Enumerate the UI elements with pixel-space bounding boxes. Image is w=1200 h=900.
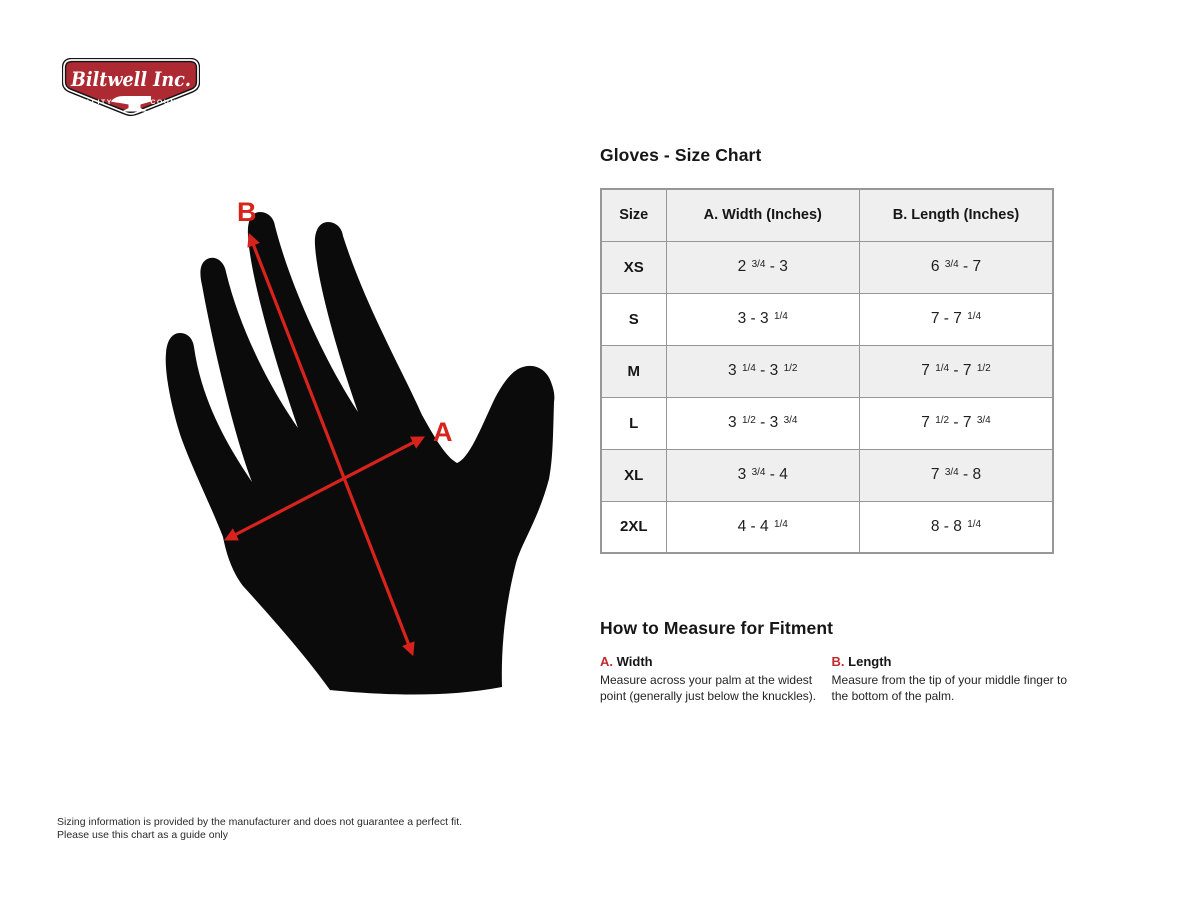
table-row (601, 345, 1053, 397)
logo-brand-text: Biltwell Inc. (70, 67, 191, 91)
fraction: 3/4 (944, 259, 959, 270)
table-row (601, 449, 1053, 501)
fraction: 1/4 (741, 363, 756, 374)
fraction: 1/4 (967, 311, 982, 322)
hand-diagram-svg (140, 190, 580, 700)
size-cell: M (601, 345, 666, 397)
fraction: 1/2 (783, 363, 798, 374)
col-header-size: Size (601, 189, 666, 241)
table-row (601, 501, 1053, 553)
length-cell: 7 $^{1/4}$ - 7 $^{1/2}$ (860, 345, 1054, 397)
hand-silhouette (166, 212, 555, 695)
fraction: 3/4 (976, 415, 991, 426)
fitment-name-width: Width (616, 654, 653, 669)
fitment-length-description: Measure from the tip of your middle finger to the bottom of the palm. (831, 673, 1067, 703)
fraction: 3/4 (944, 467, 959, 478)
fraction: 1/4 (935, 363, 950, 374)
fitment-width-description: Measure across your palm at the widest point (generally just below the knuckles). (600, 673, 817, 703)
fitment-width-heading (600, 654, 832, 669)
width-cell: 3 $^{1/4}$ - 3 $^{1/2}$ (666, 345, 860, 397)
fraction: 3/4 (751, 467, 766, 478)
size-cell: XS (601, 241, 666, 293)
fitment-name-length: Length (848, 654, 892, 669)
label-a: A (433, 417, 453, 447)
length-cell: 7 $^{3/4}$ - 8 (860, 449, 1054, 501)
table-row (601, 241, 1053, 293)
col-header-width: A. Width (Inches) (666, 189, 860, 241)
length-cell: 6 $^{3/4}$ - 7 (860, 241, 1054, 293)
fitment-length-heading (832, 654, 1080, 669)
width-cell: 3 $^{1/2}$ - 3 $^{3/4}$ (666, 397, 860, 449)
fitment-section (600, 618, 1080, 704)
size-cell: S (601, 293, 666, 345)
width-cell: 4 - 4 $^{1/4}$ (666, 501, 860, 553)
size-chart-title: Gloves - Size Chart (600, 145, 762, 165)
logo-tagline-quality: "QUALITY (67, 99, 113, 106)
fitment-key-b: B. (831, 654, 845, 669)
fraction: 1/2 (741, 415, 756, 426)
size-chart-section (600, 145, 1052, 554)
size-table-body (601, 241, 1053, 553)
size-cell: 2XL (601, 501, 666, 553)
logo-tagline-counts: COUNTS" (150, 99, 194, 106)
biltwell-logo (62, 58, 200, 120)
table-row (601, 397, 1053, 449)
fraction: 1/4 (773, 518, 788, 530)
fraction: 1/2 (976, 363, 991, 374)
width-cell: 2 $^{3/4}$ - 3 (666, 241, 860, 293)
width-cell: 3 $^{3/4}$ - 4 (666, 449, 860, 501)
hand-measurement-diagram (140, 190, 580, 700)
length-cell: 8 - 8 $^{1/4}$ (860, 501, 1054, 553)
fitment-length-item (832, 654, 1080, 704)
width-cell: 3 - 3 $^{1/4}$ (666, 293, 860, 345)
size-cell: L (601, 397, 666, 449)
table-row (601, 293, 1053, 345)
fitment-columns (600, 654, 1080, 704)
fraction: 3/4 (751, 259, 766, 270)
length-cell: 7 - 7 $^{1/4}$ (860, 293, 1054, 345)
logo-badge (62, 58, 200, 120)
size-cell: XL (601, 449, 666, 501)
fraction: 1/4 (773, 311, 788, 322)
fitment-title: How to Measure for Fitment (600, 618, 834, 638)
disclaimer-line2: Please use this chart as a guide only (57, 828, 229, 841)
disclaimer (57, 816, 462, 841)
size-chart-table (600, 188, 1054, 554)
table-header-row (601, 189, 1053, 241)
col-header-length: B. Length (Inches) (860, 189, 1054, 241)
fraction: 3/4 (783, 415, 798, 426)
fitment-key-a: A. (600, 654, 613, 669)
fraction: 1/4 (967, 518, 982, 530)
length-cell: 7 $^{1/2}$ - 7 $^{3/4}$ (860, 397, 1054, 449)
disclaimer-line1: Sizing information is provided by the manufacturer and does not guarantee a perfect fit. (57, 816, 463, 828)
fitment-width-item (600, 654, 832, 704)
label-b: B (237, 197, 257, 227)
fraction: 1/2 (935, 415, 950, 426)
